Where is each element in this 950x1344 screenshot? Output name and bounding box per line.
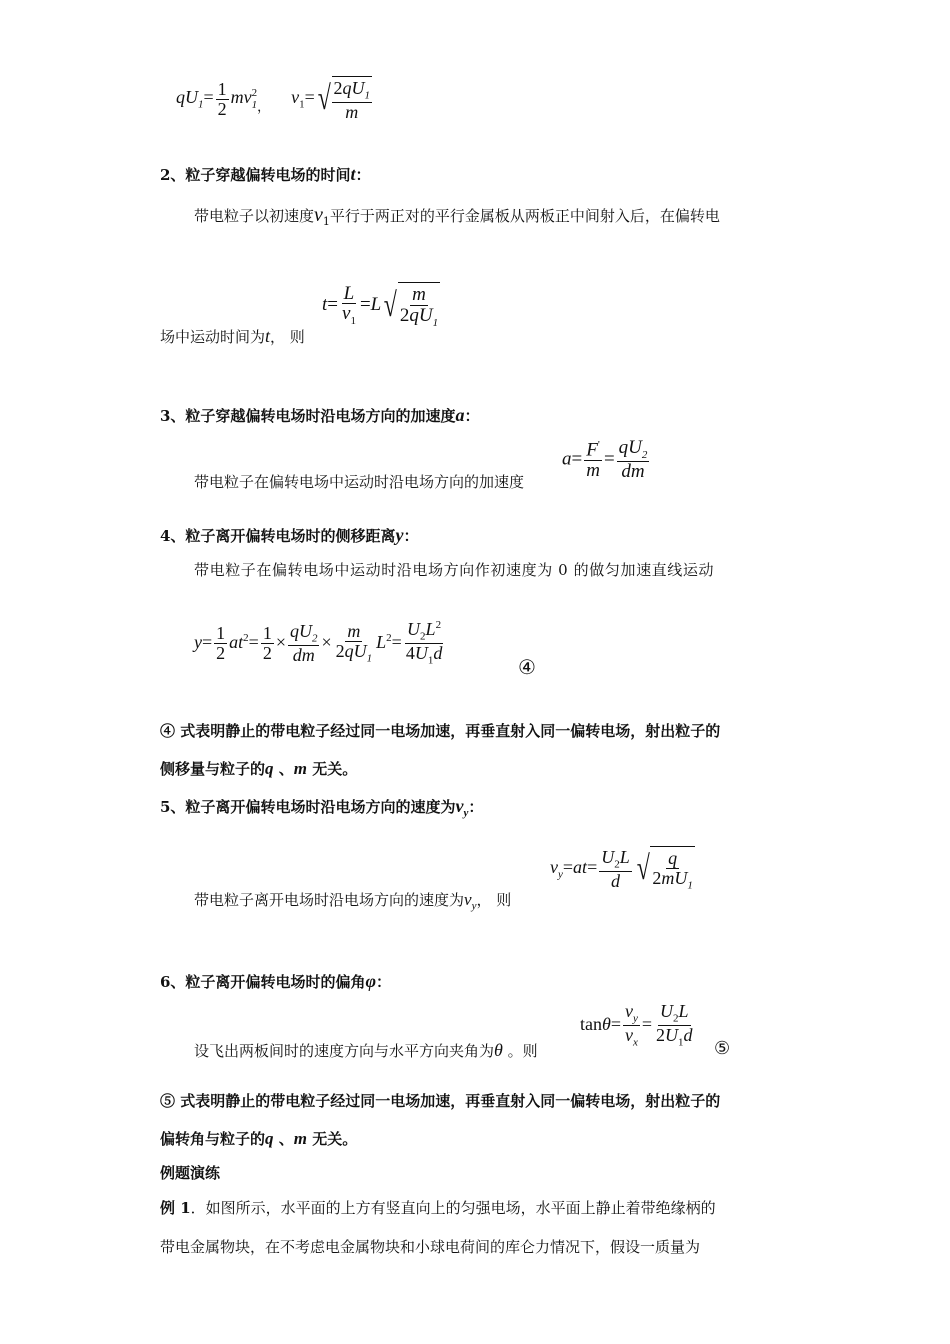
equation-angle: tanθ= $\frac{v_y}{v_x}$ = $\frac{U_2L}{2U_1d}$ <box>580 1001 693 1049</box>
equation-time: t= $\frac{L}{v_1}$ =L √ $\frac{m}{2qU_1}$ <box>322 282 439 329</box>
equation-acceleration: a= $\frac{F'}{m}$ = $\frac{qU_2}{dm}$ <box>562 437 648 483</box>
equation-velocity-y: $v_y=at=$ $\frac{U_2L}{d}$ √ $\frac{q}{2mU_1}$ <box>550 846 693 892</box>
heading-section-6: 6、粒子离开偏转电场时的偏角φ： <box>160 971 391 991</box>
equation-mark-4: ④ <box>518 655 536 679</box>
equation-energy: $qU_1=$ $\frac{1}{2}$ mv 2 1 $_,$ $v_1=$ √ $\frac{2qU_1}{m}$ <box>176 78 370 123</box>
heading-section-5: 5、粒子离开偏转电场时沿电场方向的速度为$v_y$： <box>160 796 484 819</box>
heading-section-4: 4、粒子离开偏转电场时的侧移距离y： <box>160 525 419 545</box>
note-4-line-2: 侧移量与粒子的q 、m 无关。 <box>160 759 358 778</box>
note-5-line-1: ⑤ 式表明静止的带电粒子经过同一电场加速，再垂直射入同一偏转电场，射出粒子的 <box>160 1092 721 1110</box>
example-1-line-1: 例 1．如图所示，水平面的上方有竖直向上的匀强电场，水平面上静止着带绝缘柄的 <box>160 1199 716 1217</box>
paragraph-section-5: 带电粒子离开电场时沿电场方向的速度为$v_y$， 则 <box>194 890 512 912</box>
note-5-line-2: 偏转角与粒子的q 、m 无关。 <box>160 1129 358 1148</box>
paragraph-section-6: 设飞出两板间时的速度方向与水平方向夹角为θ 。则 <box>194 1040 538 1060</box>
heading-section-3: 3、粒子穿越偏转电场时沿电场方向的加速度a： <box>160 405 480 425</box>
examples-heading: 例题演练 <box>160 1164 221 1182</box>
paragraph-section-3: 带电粒子在偏转电场中运动时沿电场方向的加速度 <box>194 473 525 491</box>
heading-section-2: 2、粒子穿越偏转电场的时间t： <box>160 164 371 184</box>
equation-displacement: y= $\frac{1}{2}$ $at^2=$ $\frac{1}{2}$ × $\frac{qU_2}{dm}$ × $\frac{m}{2qU_1}$ $L^2=$ $\frac{U_2L^2}{4U_1d}$ <box>194 619 443 667</box>
paragraph-section-2-line-1: 带电粒子以初速度$v_1$平行于两正对的平行金属板从两板正中间射入后，在偏转电 <box>194 204 720 228</box>
equation-mark-5: ⑤ <box>714 1038 731 1059</box>
paragraph-section-4: 带电粒子在偏转电场中运动时沿电场方向作初速度为 0 的做匀加速直线运动 <box>194 561 715 579</box>
example-1-line-2: 带电金属物块，在不考虑电金属物块和小球电荷间的库仑力情况下，假设一质量为 <box>160 1238 701 1256</box>
note-4-line-1: ④ 式表明静止的带电粒子经过同一电场加速，再垂直射入同一偏转电场，射出粒子的 <box>160 722 721 740</box>
paragraph-section-2-line-2: 场中运动时间为t， 则 <box>160 326 305 346</box>
